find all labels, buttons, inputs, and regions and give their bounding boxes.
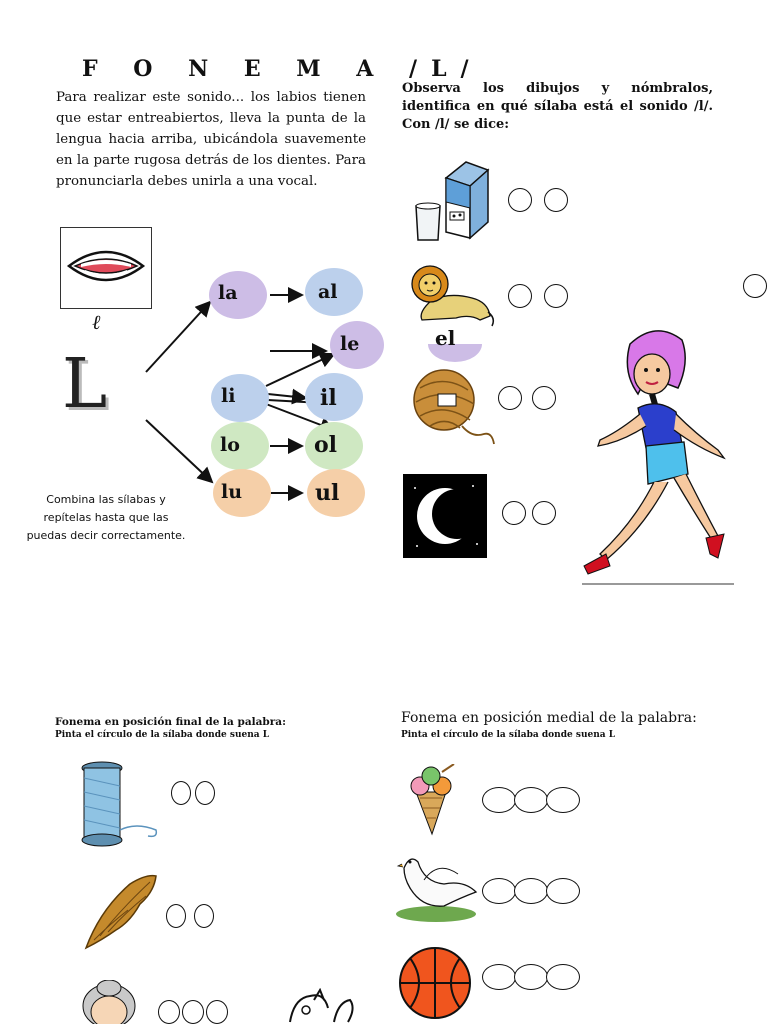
sketch-picture [284,988,358,1024]
syllable-circle[interactable] [514,964,548,990]
syllable-circle[interactable] [546,787,580,813]
ice-cream-picture [406,764,462,836]
syllable-ul: ul [315,480,340,506]
syllable-le: le [340,333,360,355]
syllable-circle[interactable] [508,284,532,308]
syllable-circle[interactable] [514,787,548,813]
syllable-circle[interactable] [532,386,556,410]
page-title: F O N E M A /L/ [82,56,483,82]
syllable-circle[interactable] [546,878,580,904]
syllable-lo: lo [220,434,240,456]
syllable-circle[interactable] [171,781,191,805]
intro-paragraph: Para realizar este sonido... los labios tienen que estar entreabiertos, lleva la punta de la lengua hacia arriba, ubicándola suavemente en la parte rugosa detrás de los dientes. Para pronunciarla debes unirla a una vocal. [56,90,366,189]
syllable-circle[interactable] [544,188,568,212]
cursive-letter: ℓ [92,310,101,334]
syllable-li: li [221,385,236,407]
syllable-circle[interactable] [546,964,580,990]
thread-spool-picture [76,760,160,850]
syllable-el: el [435,326,456,350]
syllable-circle[interactable] [195,781,215,805]
syllable-circle[interactable] [502,501,526,525]
syllable-circle[interactable] [508,188,532,212]
instruction-paragraph: Observa los dibujos y nómbralos, identifica en qué sílaba está el sonido /l/. Con /l/ se dice: [402,81,713,132]
wing-picture [80,870,160,954]
dove-picture [394,848,478,924]
milk-picture [412,160,494,242]
syllable-ol: ol [314,432,338,458]
syllable-circle[interactable] [194,904,214,928]
lion-picture [410,262,496,328]
syllable-circle[interactable] [206,1000,228,1024]
basketball-picture [398,946,472,1020]
grandmother-picture [78,980,140,1024]
medial-position-title: Fonema en posición medial de la palabra: [401,710,697,726]
syllable-circle[interactable] [182,1000,204,1024]
print-letter: L [62,345,108,424]
syllable-circle[interactable] [482,964,516,990]
moon-picture [403,474,487,558]
syllable-circle[interactable] [482,878,516,904]
final-position-subtitle: Pinta el círculo de la sílaba donde suena L [55,730,270,740]
syllable-circle[interactable] [158,1000,180,1024]
syllable-circle[interactable] [544,284,568,308]
syllable-il: il [320,385,337,411]
syllable-circle[interactable] [514,878,548,904]
syllable-circle[interactable] [482,787,516,813]
syllable-circle[interactable] [498,386,522,410]
syllable-al: al [318,281,338,303]
yarn-picture [412,364,496,448]
syllable-circle[interactable] [532,501,556,525]
syllable-circle[interactable] [166,904,186,928]
woman-picture [578,322,738,586]
syllable-lu: lu [221,481,243,503]
medial-position-subtitle: Pinta el círculo de la sílaba donde suena L [401,730,616,740]
combine-instruction: Combina las sílabas y repítelas hasta que las puedas decir correctamente. [26,493,186,542]
syllable-circle[interactable] [743,274,767,298]
final-position-title: Fonema en posición final de la palabra: [55,716,286,728]
syllable-la: la [218,282,238,304]
